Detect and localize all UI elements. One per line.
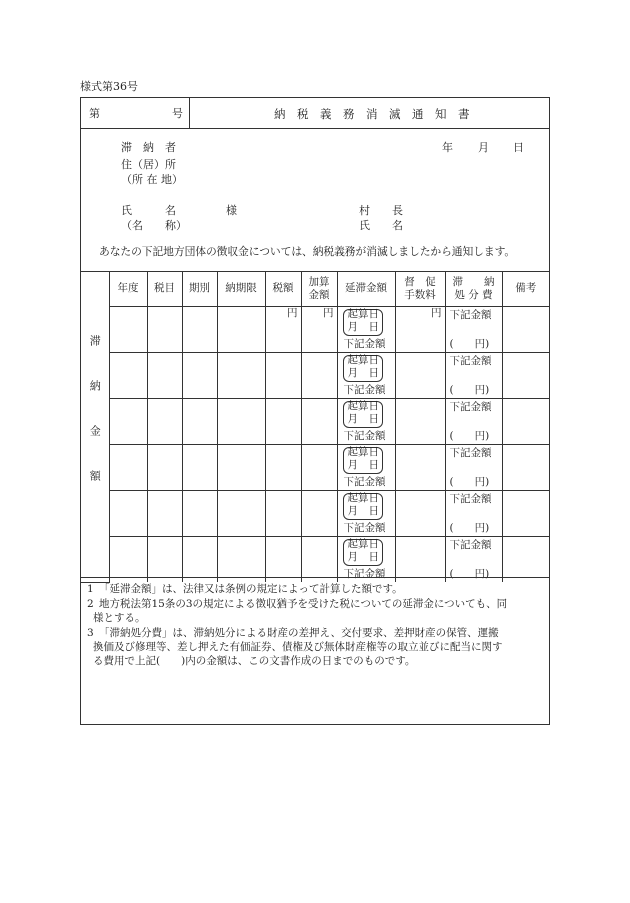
header-disposal-fee: 滞 納 処 分 費 [445, 272, 502, 306]
date-day: 日 [513, 141, 524, 154]
header-late-fee: 延滞金額 [337, 272, 395, 306]
name-label: 氏 名 [121, 204, 176, 217]
side-label-cell [81, 272, 109, 582]
note-3-num: 3 [87, 627, 94, 639]
document-title: 納 税 義 務 消 滅 通 知 書 [274, 107, 470, 121]
note-2-num: 2 [87, 598, 94, 610]
header-added-tax: 加算 金額 [301, 272, 337, 306]
notice-form [80, 97, 550, 725]
header-remarks: 備考 [502, 272, 549, 306]
header-tax-amount: 税額 [265, 272, 301, 306]
notice-text: あなたの下記地方団体の徴収金については、納税義務が消滅しましたから通知します。 [99, 245, 516, 258]
note-2-line-2: 様とする。 [93, 612, 146, 624]
issuer-title: 村 長 [359, 204, 403, 217]
added-yen-unit: 円 [323, 306, 334, 319]
note-1-line-1: 「延滞金額」は、法律又は条例の規定によって計算した額です。 [99, 583, 403, 595]
note-3-line-3: る費用で上記( )内の金額は、この文書作成の日までのものです。 [93, 655, 416, 667]
date-month: 月 [478, 141, 489, 154]
date-year: 年 [442, 141, 453, 154]
header-due-date: 納期限 [217, 272, 265, 306]
header-reminder-fee: 督 促 手数料 [395, 272, 445, 306]
table-row: 円 円 起算日 月 日 下記金額 円 下記金額 ( 円) [81, 306, 549, 352]
issuer-name-label: 氏 名 [359, 219, 403, 232]
table-row: 起算日 月 日 下記金額 下記金額 ( 円) [81, 490, 549, 536]
note-3-line-2: 換価及び修理等、差し押えた有価証券、債権及び無体財産権等の取立並びに配当に関す [93, 641, 503, 653]
note-2-line-1: 地方税法第15条の3の規定による徴収猶予を受けた税についての延滞金についても、同 [99, 598, 508, 610]
table-row: 起算日 月 日 下記金額 下記金額 ( 円) [81, 536, 549, 582]
form-number-label: 様式第36号 [80, 80, 138, 93]
address-label: 住（居）所 [121, 158, 176, 171]
header-period: 期別 [182, 272, 217, 306]
location-label: （所 在 地） [121, 173, 183, 186]
note-3-line-1: 「滞納処分費」は、滞納処分による財産の差押え、交付要求、差押財産の保管、運搬 [99, 627, 499, 639]
header-tax-item: 税目 [147, 272, 182, 306]
name-label-alt: （名 称） [121, 219, 187, 232]
delinquent-amount-table [81, 272, 549, 583]
header-fiscal-year: 年度 [109, 272, 147, 306]
honorific: 様 [226, 204, 237, 217]
side-label: 滞納金額 [88, 334, 102, 515]
table-row: 起算日 月 日 下記金額 下記金額 ( 円) [81, 444, 549, 490]
document-number-prefix: 第 [89, 107, 100, 120]
table-row: 起算日 月 日 下記金額 下記金額 ( 円) [81, 352, 549, 398]
reminder-yen-unit: 円 [431, 306, 442, 319]
document-number-suffix: 号 [172, 107, 183, 120]
tax-yen-unit: 円 [287, 306, 298, 319]
delinquent-label: 滞 納 者 [121, 141, 176, 154]
note-1-num: 1 [87, 583, 94, 595]
table-row: 起算日 月 日 下記金額 下記金額 ( 円) [81, 398, 549, 444]
